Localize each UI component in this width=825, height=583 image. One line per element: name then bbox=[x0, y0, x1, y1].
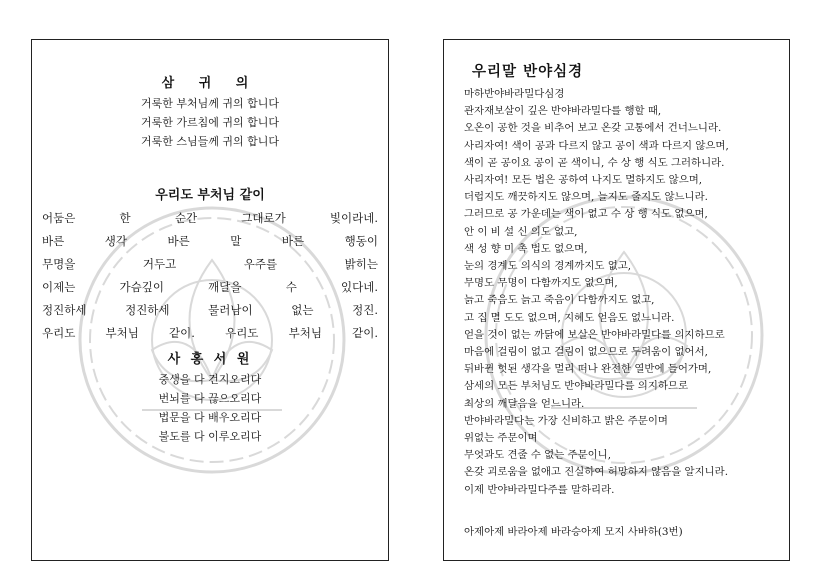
samgwiui-line: 거룩한 스님들께 귀의 합니다 bbox=[140, 135, 279, 148]
vow-line: 번뇌를 다 끊으오리다 bbox=[158, 392, 262, 405]
section-title-samgwiui: 삼 귀 의 bbox=[161, 76, 259, 91]
sutra-line: 오온이 공한 것을 비추어 보고 온갖 고통에서 건너느니라. bbox=[464, 122, 722, 135]
sutra-title: 우리말 반야심경 bbox=[472, 63, 584, 80]
left-page bbox=[31, 39, 389, 561]
sutra-line: 고 집 멸 도도 없으며, 지혜도 얻음도 없느니라. bbox=[464, 311, 675, 324]
sutra-line: 관자재보살이 깊은 반야바라밀다를 행할 때, bbox=[464, 105, 662, 118]
sutra-line: 삼세의 모든 부처님도 반야바라밀다를 의지하므로 bbox=[464, 380, 688, 393]
buddha-line: 이제는 가슴깊이 깨달을 수 있다네. bbox=[42, 280, 378, 294]
buddha-line: 정진하세 정진하세 물러남이 없는 정진. bbox=[42, 303, 378, 317]
buddha-line: 바른 생각 바른 말 바른 행동이 bbox=[42, 234, 378, 248]
sutra-line: 그러므로 공 가운데는 색이 없고 수 상 행 식도 없으며, bbox=[464, 208, 708, 221]
sutra-line: 마하반야바라밀다심경 bbox=[464, 88, 565, 100]
sutra-line: 얻을 것이 없는 까닭에 보살은 반야바라밀다를 의지하므로 bbox=[464, 328, 725, 341]
vow-line: 불도를 다 이루오리다 bbox=[158, 430, 262, 443]
sutra-line: 뒤바뀐 헛된 생각을 멀리 떠나 완전한 열반에 들어가며, bbox=[464, 363, 712, 376]
sutra-line: 온갖 괴로움을 없애고 진실하여 허망하지 않음을 알지니라. bbox=[464, 466, 729, 479]
mantra-line: 아제아제 바라아제 바라승아제 모지 사바하(3번) bbox=[464, 526, 683, 538]
sutra-line: 눈의 경계도 의식의 경계까지도 없고, bbox=[464, 260, 632, 272]
samgwiui-line: 거룩한 부처님께 귀의 합니다 bbox=[140, 97, 279, 110]
buddha-line: 무명을 거두고 우주를 밝히는 bbox=[42, 257, 378, 271]
sutra-line: 이제 반야바라밀다주를 말하리라. bbox=[464, 483, 615, 496]
sutra-line: 위없는 주문이며 bbox=[464, 432, 538, 444]
sutra-line: 사리자여! 모든 법은 공하여 나지도 멸하지도 않으며, bbox=[464, 174, 703, 186]
section-title-sahongseowon: 사 홍 서 원 bbox=[167, 352, 253, 367]
sutra-line: 색 성 향 미 촉 법도 없으며, bbox=[464, 242, 588, 255]
sutra-line: 마음에 걸림이 없고 걸림이 없으므로 두려움이 없어서, bbox=[464, 346, 708, 358]
vow-line: 중생을 다 건지오리다 bbox=[158, 373, 262, 386]
right-page bbox=[443, 39, 790, 561]
section-title-buddha: 우리도 부처님 같이 bbox=[155, 188, 265, 203]
sutra-line: 사리자여! 색이 공과 다르지 않고 공이 색과 다르지 않으며, bbox=[464, 139, 729, 152]
samgwiui-line: 거룩한 가르침에 귀의 합니다 bbox=[140, 116, 279, 129]
buddha-line: 우리도 부처님 같이. 우리도 부처님 같이. bbox=[42, 326, 378, 340]
sutra-line: 안 이 비 설 신 의도 없고, bbox=[464, 225, 578, 238]
sutra-line: 무명도 무명이 다함까지도 없으며, bbox=[464, 277, 618, 290]
sutra-line: 늙고 죽음도 늙고 죽음이 다함까지도 없고, bbox=[464, 294, 655, 307]
sutra-line: 더럽지도 깨끗하지도 않으며, 늘지도 줄지도 않느니라. bbox=[464, 191, 708, 204]
sutra-line: 반야바라밀다는 가장 신비하고 밝은 주문이며 bbox=[464, 414, 668, 427]
sutra-line: 무엇과도 견줄 수 없는 주문이니, bbox=[464, 449, 611, 462]
vow-line: 법문을 다 배우오리다 bbox=[158, 411, 262, 424]
buddha-line: 어둠은 한 순간 그대로가 빛이라네. bbox=[42, 211, 378, 225]
sutra-line: 색이 곧 공이요 공이 곧 색이니, 수 상 행 식도 그러하니라. bbox=[464, 156, 725, 169]
sutra-line: 최상의 깨달음을 얻느니라. bbox=[464, 397, 585, 410]
